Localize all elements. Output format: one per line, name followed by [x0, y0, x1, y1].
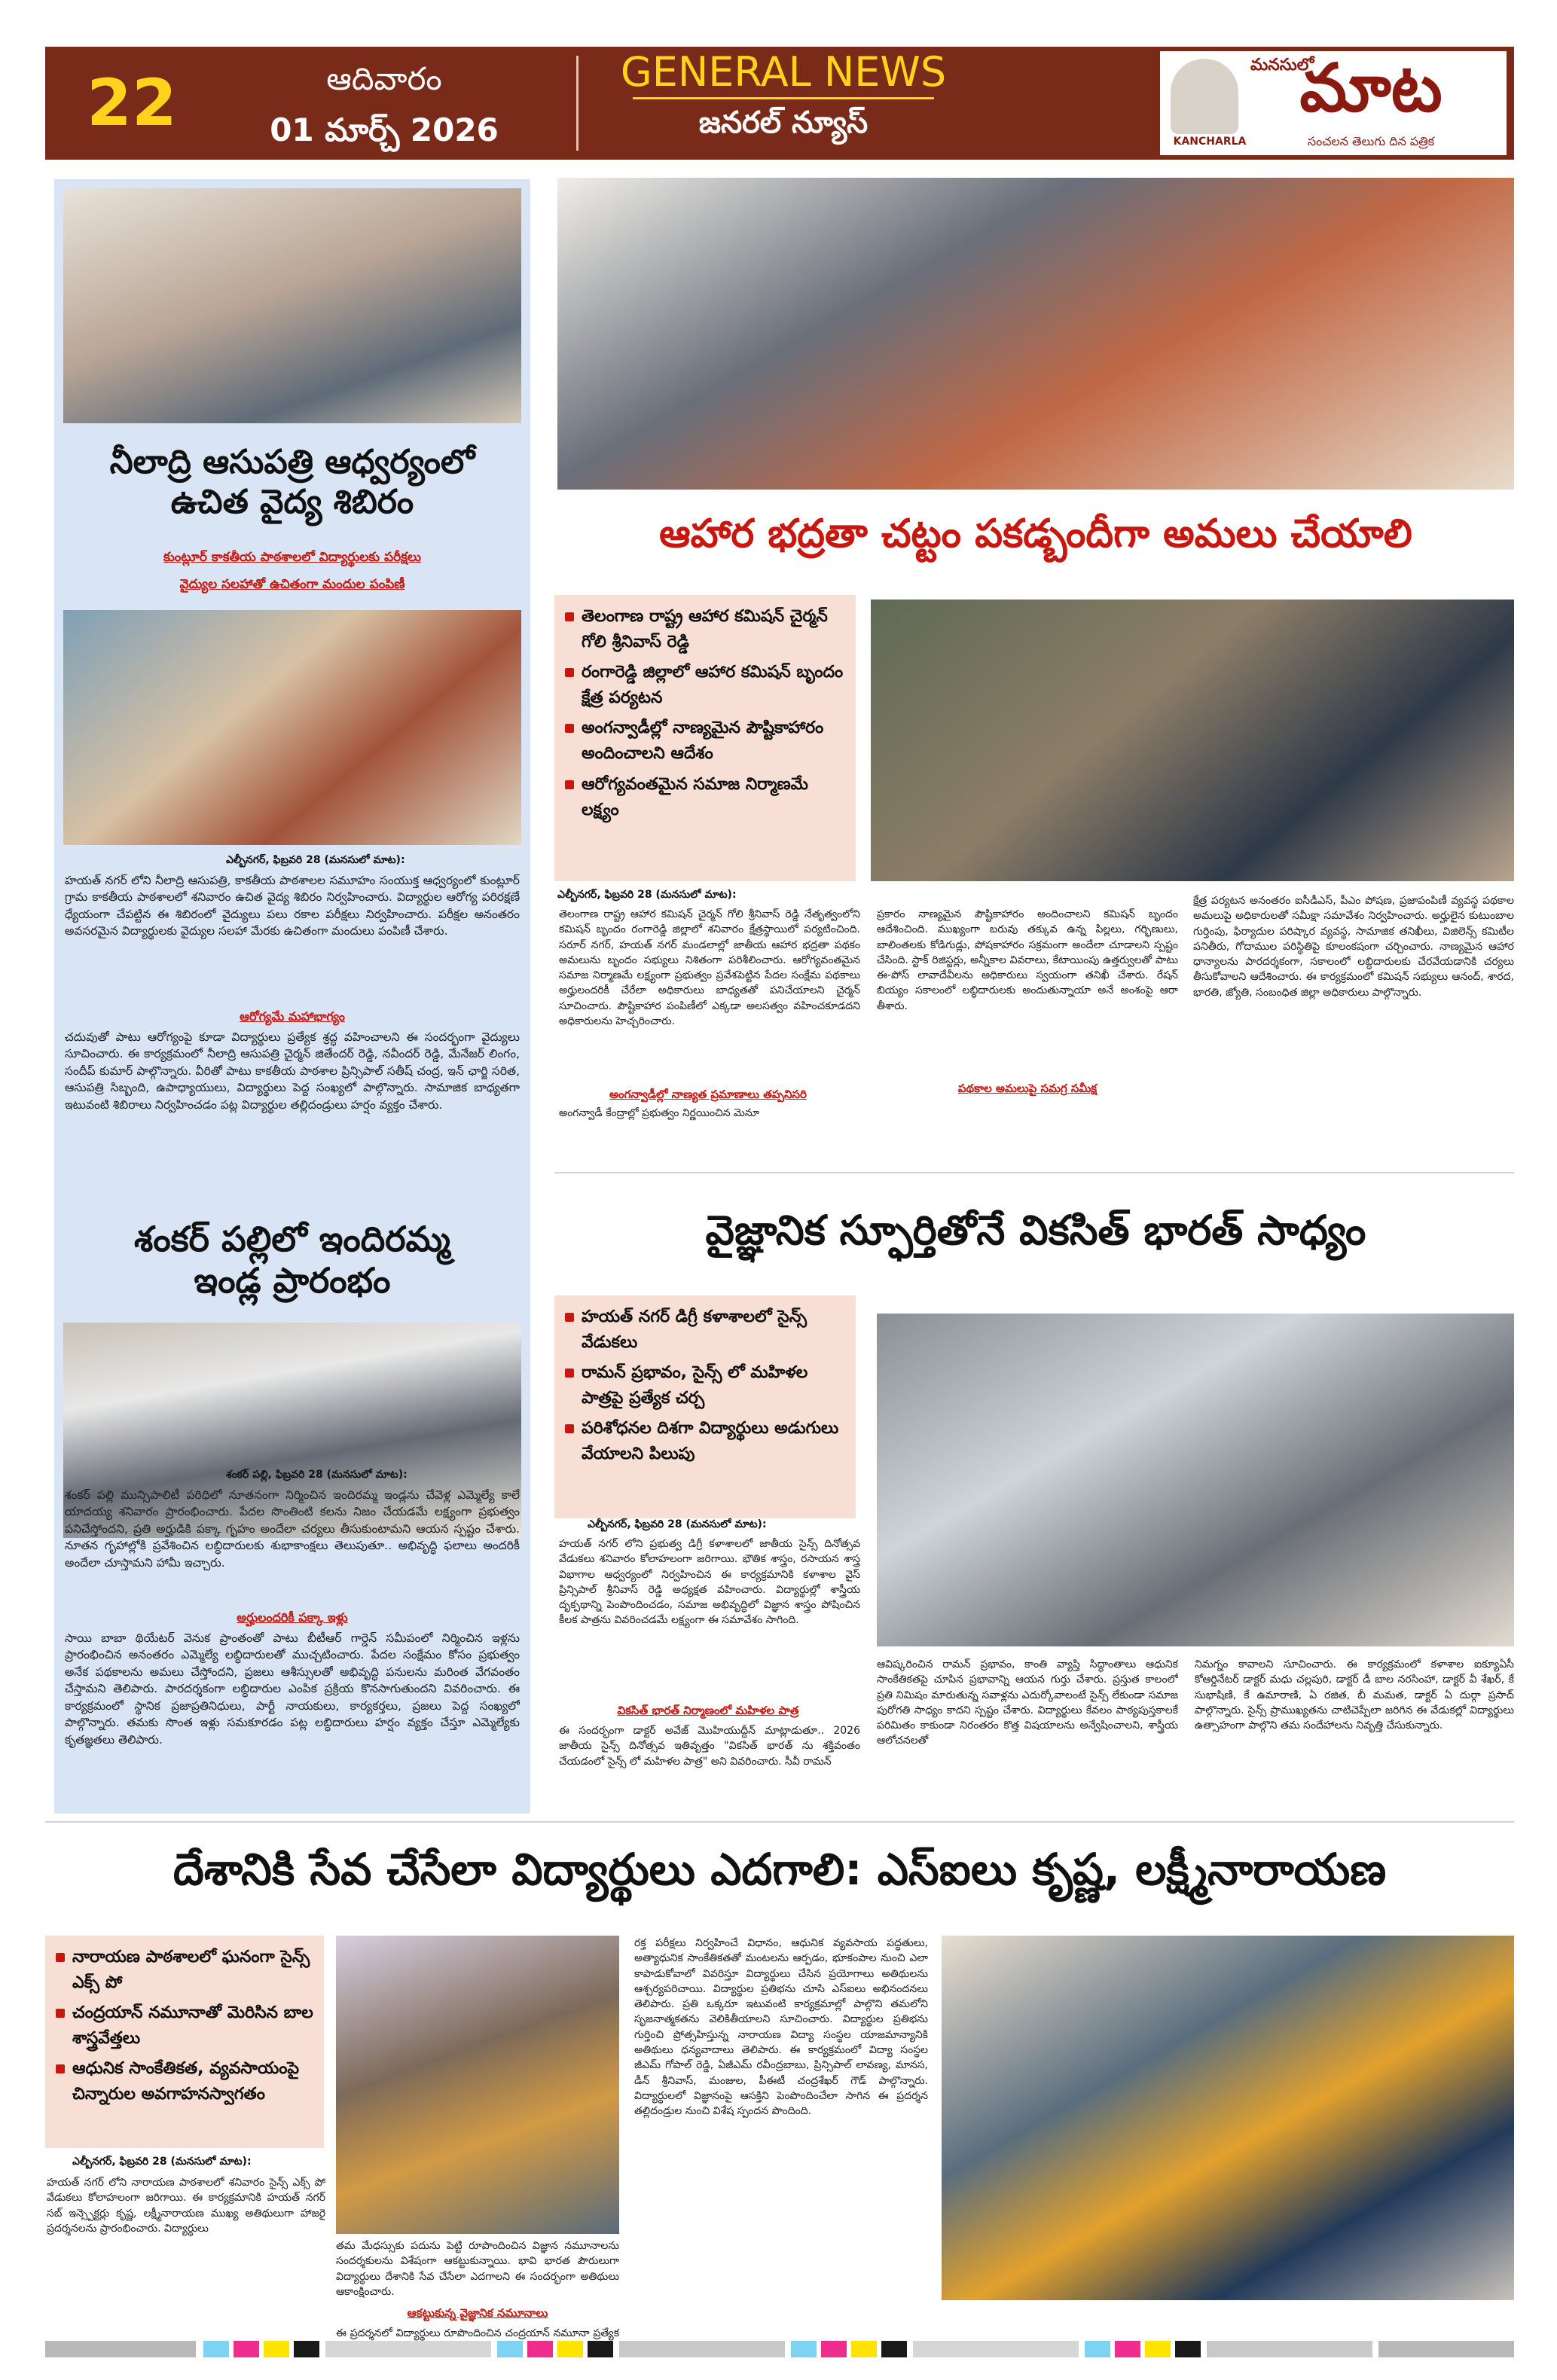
reg-swatch [264, 2341, 289, 2357]
narayana-bullet: నారాయణ పాఠశాలలో ఘనంగా సైన్స్ ఎక్స్ పో [53, 1945, 316, 1996]
indiramma-subhead: అర్హులందరికీ పక్కా ఇళ్లు [237, 1610, 348, 1625]
health-camp-para2: చదువుతో పాటు ఆరోగ్యంపై కూడా విద్యార్థులు ప్రత్యేక శ్రద్ధ వహించాలని ఈ సందర్భంగా వైద్యులు సూచించారు. ఈ కార్యక్రమంలో నీలాద్రి ఆసుపత్రి చైర్మన్ జితేందర్ రెడ్డి, నవీందర్ రెడ్డి, మేనేజర్ లింగం, సందీప్ కుమార్ పాల్గొన్నారు. వీరితో పాటు కాకతీయ పాఠశాల ప్రిన్సిపాల్ సతీష్ చంద్ర, ఇన్ ఛార్జి సరిత, ఆసుపత్రి సిబ్బంది, ఉపాధ్యాయులు, విద్యార్థులు పెద్ద సంఖ్యలో పాల్గొన్నారు. సామాజిక బాధ్యతగా ఇటువంటి శిబిరాలు నిర్వహించడం పట్ల విద్యార్థుల తల్లిదండ్రులు హర్షం వ్యక్తం చేశారు. [65, 1030, 520, 1112]
reg-swatch [294, 2341, 319, 2357]
section-rule [633, 97, 934, 99]
reg-swatch [234, 2341, 259, 2357]
narayana-guests-photo [336, 1936, 619, 2234]
reg-swatch [1175, 2341, 1201, 2357]
food-security-col1-subhead: అంగన్వాడీల్లో నాణ్యత ప్రమాణాలు తప్పనిసరి [609, 1088, 807, 1101]
science-day-headline: వైజ్ఞానిక స్ఫూర్తితోనే వికసిత్ భారత్ సాధ్యం [705, 1207, 1366, 1254]
science-day-classroom-photo [877, 1314, 1514, 1646]
food-security-dateline: ఎల్బీనగర్, ఫిబ్రవరి 28 (మనసులో మాట): [557, 889, 737, 901]
issue-date-text: 01 మార్చ్ 2026 [270, 111, 499, 148]
health-camp-headline-line1: నీలాద్రి ఆసుపత్రి ఆధ్వర్యంలో [109, 443, 475, 481]
science-day-col1-subhead: వికసిత్ భారత్ నిర్మాణంలో మహిళల పాత్ర [617, 1704, 799, 1717]
reg-swatch [588, 2341, 613, 2357]
logo-prefix: మనసులో [1250, 56, 1314, 75]
food-security-col2-subhead: పథకాల అమలుపై సమగ్ర సమీక్ష [957, 1082, 1098, 1095]
health-checkup-photo [63, 610, 521, 845]
narayana-expo-col2-subhead: ఆకట్టుకున్న వైజ్ఞానిక నమూనాలు [407, 2306, 548, 2320]
reg-swatch [913, 2341, 1079, 2357]
anganwadi-visit-photo [871, 600, 1514, 881]
science-bullet: రామన్ ప్రభావం, సైన్స్ లో మహిళల పాత్రపై ప్రత్యేక చర్చ [562, 1360, 848, 1411]
reg-swatch [821, 2341, 847, 2357]
science-bullet: హయత్ నగర్ డిగ్రీ కళాశాలలో సైన్స్ వేడుకలు [562, 1304, 848, 1356]
reg-swatch [203, 2341, 229, 2357]
food-bullet: రంగారెడ్డి జిల్లాలో ఆహార కమిషన్ బృందం క్షేత్ర పర్యటన [562, 660, 848, 711]
newspaper-logo [1160, 48, 1507, 155]
reg-swatch [1085, 2341, 1110, 2357]
food-security-col1-tail: అంగన్వాడీ కేంద్రాల్లో ప్రభుత్వం నిర్ణయించిన మెనూ [559, 1107, 760, 1119]
reg-swatch [557, 2341, 583, 2357]
narayana-expo-dateline: ఎల్బీనగర్, ఫిబ్రవరి 28 (మనసులో మాట): [72, 2156, 252, 2168]
masthead-divider [576, 56, 579, 151]
health-camp-headline [63, 443, 521, 523]
food-security-col3: క్షేత్ర పర్యటన అనంతరం ఐసీడీఎస్, పీఎం పోషణ, ప్రజాపంపిణీ వ్యవస్థ పథకాల అమలుపై అధికారులతో సమీక్షా సమావేశం నిర్వహించారు. అర్హులైన కుటుంబాల గుర్తింపు, ఫిర్యాదుల పరిష్కార వ్యవస్థ, సామాజిక తనిఖీలు, విజిలెన్స్ కమిటీల పనితీరు, గోదాముల పరిస్థితిపై కూలంకషంగా చర్చించారు. నాణ్యమైన ఆహార ధాన్యాలను పారదర్శకంగా, సకాలంలో లబ్ధిదారులకు చేరవేయడానికి చర్యలు తీసుకోవాలని ఆదేశించారు. ఈ కార్యక్రమంలో కమిషన్ సభ్యులు ఆనంద్, శారద, భారతి, జ్యోతి, సంబంధిత జిల్లా అధికారులు పాల్గొన్నారు. [1193, 895, 1514, 999]
indiramma-headline [63, 1219, 521, 1301]
reg-swatch [881, 2341, 907, 2357]
health-camp-dateline: ఎల్బీనగర్, ఫిబ్రవరి 28 (మనసులో మాట): [226, 854, 405, 866]
section-divider [554, 1172, 1514, 1173]
food-security-highlights [554, 595, 856, 881]
indiramma-para1: శంకర్ పల్లి మున్సిపాలిటీ పరిధిలో నూతనంగా నిర్మించిన ఇందిరమ్మ ఇండ్లను చేవెళ్ల ఎమ్మెల్యే కాలే యాదయ్య శనివారం ప్రారంభించారు. పేదల సొంతింటి కలను నిజం చేయడమే లక్ష్యంగా ప్రభుత్వం పనిచేస్తోందని, ప్రతి అర్హుడికి పక్కా గృహం అందేలా చర్యలు తీసుకుంటామని ఆయన స్పష్టం చేశారు. నూతన గృహాల్లోకి ప్రవేశించిన లబ్ధిదారులకు శుభాకాంక్షలు తెలుపుతూ.. అభివృద్ధి ఫలాలు అందరికీ అందేలా చూస్తామని హామీ ఇచ్చారు. [65, 1488, 520, 1570]
health-camp-headline-line2: ఉచిత వైద్య శిబిరం [170, 482, 414, 521]
food-security-headline-text: ఆహార భద్రతా చట్టం పకడ్బందీగా అమలు చేయాలి [659, 511, 1412, 557]
reg-swatch [497, 2341, 523, 2357]
section-title-en: GENERAL NEWS [620, 48, 947, 96]
reg-swatch [527, 2341, 553, 2357]
indiramma-caption: శంకర్ పల్లి, ఫిబ్రవరి 28 (మనసులో మాట): [226, 1469, 408, 1481]
health-camp-subhead: ఆరోగ్యమే మహాభాగ్యం [240, 1009, 345, 1024]
health-camp-group-photo [63, 188, 521, 423]
narayana-expo-highlights [45, 1936, 324, 2148]
food-commission-meeting-photo [557, 178, 1514, 490]
food-security-headline [557, 511, 1514, 557]
logo-tagline: సంచలన తెలుగు దిన పత్రిక [1307, 134, 1435, 148]
narayana-bullet: ఆధునిక సాంకేతికత, వ్యవసాయంపై చిన్నారుల అవగాహనస్వాగతం [53, 2056, 316, 2107]
reg-swatch [791, 2341, 817, 2357]
logo-brand: మాట [1299, 48, 1443, 127]
indiramma-headline-line2: ఇండ్ల ప్రారంభం [194, 1260, 391, 1301]
founder-portrait [1171, 59, 1238, 134]
food-bullet: తెలంగాణ రాష్ట్ర ఆహార కమిషన్ చైర్మన్ గోలి శ్రీనివాస్ రెడ్డి [562, 604, 848, 655]
food-security-col2: ప్రకారం నాణ్యమైన పౌష్టికాహారం అందించాలని కమిషన్ బృందం ఆదేశించింది. ముఖ్యంగా బరువు తక్కువ ఉన్న పిల్లలు, గర్భిణులు, బాలింతలకు కోడిగుడ్లు, పోషకాహారం సక్రమంగా అందేలా చూడాలని స్పష్టం చేసింది. స్టాక్ రిజిస్టర్లు, అన్నీకాల వివరాలు, కేటాయింపు ఉత్తర్వులతో పాటు ఈ-పోస్ లావాదేవీలను అధికారులు స్వయంగా తనిఖీ చేశారు. రేషన్ బియ్యం సకాలంలో లబ్ధిదారులకు అందుతున్నాయా అనే అంశంపై ఆరా తీశారు. [877, 908, 1178, 1012]
health-camp-para1: హయత్ నగర్ లోని నీలాద్రి ఆసుపత్రి, కాకతీయ పాఠశాలల సమూహం సంయుక్త ఆధ్వర్యంలో కుంట్లూర్ గ్రామ కాకతీయ పాఠశాలలో శనివారం ఉచిత వైద్య శిబిరం నిర్వహించారు. విద్యార్థుల ఆరోగ్య పరిరక్షణే ధ్యేయంగా చేపట్టిన ఈ శిబిరంలో వైద్యులు పలు రకాల పరీక్షలు నిర్వహించారు. పరీక్షల అనంతరం అవసరమైన విద్యార్థులకు వైద్యుల సలహా మేరకు ఉచితంగా మందులు పంపిణీ చేశారు. [65, 874, 520, 938]
indiramma-headline-line1: శంకర్ పల్లిలో ఇందిరమ్మ [134, 1219, 450, 1259]
section-divider [45, 1821, 1514, 1823]
reg-swatch [1207, 2341, 1372, 2357]
science-day-col2: ఆవిష్కరించిన రామన్ ప్రభావం, కాంతి వ్యాప్తి సిద్ధాంతాలు ఆధునిక సాంకేతికతపై చూపిన ప్రభావాన్ని ఆయన గుర్తు చేశారు. ప్రస్తుత కాలంలో ప్రతి నిమిషం మారుతున్న సవాళ్లను ఎదుర్కోవాలంటే సైన్స్ లేకుండా సమాజ పురోగతి సాధ్యం కాదని స్పష్టం చేశారు. విద్యార్థులు కేవలం పాఠ్యపుస్తకాలకే పరిమితం కాకుండా నిరంతరం కొత్త విషయాలను అన్వేషించాలని, శాస్త్రీయ ఆలోచనలతో [877, 1658, 1178, 1747]
narayana-expo-headline: దేశానికి సేవ చేసేలా విద్యార్థులు ఎదగాలి: ఎస్ఐలు కృష్ణ, లక్ష్మీనారాయణ [172, 1844, 1387, 1895]
food-bullet: అంగన్వాడీల్లో నాణ్యమైన పౌష్టికాహారం అందించాలని ఆదేశం [562, 716, 848, 767]
reg-swatch [619, 2341, 785, 2357]
reg-swatch [325, 2341, 491, 2357]
health-camp-kicker2-text: వైద్యుల సలహాతో ఉచితంగా మందుల పంపిణీ [179, 577, 405, 592]
page-number: 22 [87, 66, 177, 141]
health-camp-kicker2 [63, 577, 521, 595]
science-day-col1: హయత్ నగర్ లోని ప్రభుత్వ డిగ్రీ కళాశాలలో జాతీయ సైన్స్ దినోత్సవ వేడుకలు శనివారం కోలాహలంగా జరిగాయి. భౌతిక శాస్త్రం, రసాయన శాస్త్ర విభాగాల ఆధ్వర్యంలో నిర్వహించిన ఈ కార్యక్రమానికి కళాశాల వైస్ ప్రిన్సిపాల్ శ్రీనివాస్ రెడ్డి అధ్యక్షత వహించారు. విద్యార్థుల్లో శాస్త్రీయ దృక్పథాన్ని పెంపొందించడం, సమాజ అభివృద్ధిలో విజ్ఞాన శాస్త్రం పోషించిన కీలక పాత్రను వివరించడమే లక్ష్యంగా ఈ సమావేశం సాగింది. [559, 1538, 860, 1627]
narayana-expo-col3: రక్త పరీక్షలు నిర్వహించే విధానం, ఆధునిక వ్యవసాయ పద్ధతులు, అత్యాధునిక సాంకేతికతతో మంటలను ఆర్పడం, భూకంపాల నుంచి ఎలా కాపాడుకోవాలో వివరిస్తూ విద్యార్థులు చేసిన ప్రయోగాలు అతిథులను ఆశ్చర్యపరిచాయి. విద్యార్థుల ప్రతిభను చూసి ఎస్ఐలు అభినందనలు తెలిపారు. ప్రతి ఒక్కరూ ఇటువంటి కార్యక్రమాల్లో పాల్గొని తమలోని సృజనాత్మకతను వెలికితీయాలని సూచించారు. విద్యార్థుల ప్రతిభను గుర్తించి ప్రోత్సహిస్తున్న నారాయణ విద్యా సంస్థల యాజమాన్యానికి అతిథులు ధన్యవాదాలు తెలిపారు. ఈ కార్యక్రమంలో విద్యా సంస్థల జీఎమ్ గోపాల్ రెడ్డి, ఏజీఎమ్ రవీంద్రబాబు, ప్రిన్సిపాల్ లావణ్య, మానస, డీన్ శ్రీనివాస్, మంజుల, పీఈటీ చంద్రశేఖర్ గౌడ్ పాల్గొన్నారు. విద్యార్థులలో విజ్ఞానంపై ఆసక్తిని పెంపొందించేలా సాగిన ఈ ప్రదర్శన తల్లిదండ్రుల నుంచి విశేష స్పందన పొందింది. [634, 1937, 928, 2118]
reg-swatch [1145, 2341, 1171, 2357]
issue-date [226, 53, 542, 158]
health-camp-kicker1-text: కుంట్లూర్ కాకతీయ పాఠశాలలో విద్యార్థులకు పరీక్షలు [163, 550, 421, 565]
food-security-col1: తెలంగాణ రాష్ట్ర ఆహార కమిషన్ చైర్మన్ గోలి శ్రీనివాస్ రెడ్డి నేతృత్వంలోని కమిషన్ బృందం రంగారెడ్డి జిల్లాలో శనివారం క్షేత్రస్థాయిలో పర్యటించింది. సరూర్ నగర్, హయత్ నగర్ మండలాల్లో జాతీయ ఆహార భద్రతా పథకం అమలును బృందం సభ్యులు నిశితంగా పరిశీలించారు. ఆరోగ్యవంతమైన సమాజ నిర్మాణమే లక్ష్యంగా ప్రభుత్వం ప్రవేశపెట్టిన పేదల సంక్షేమ పథకాలు అర్హులందరికీ చేరేలా అధికారులు బాధ్యతతో పనిచేయాలని చైర్మన్ సూచించారు. పౌష్టికాహార పంపిణీలో ఎక్కడా అలసత్వం వహించకూడదని అధికారులను హెచ్చరించారు. [559, 908, 860, 1028]
reg-swatch [45, 2341, 196, 2357]
health-camp-kicker1 [63, 550, 521, 568]
issue-day: ఆదివారం [326, 60, 442, 97]
reg-swatch [1115, 2341, 1140, 2357]
food-bullet: ఆరోగ్యవంతమైన సమాజ నిర్మాణమే లక్ష్యం [562, 772, 848, 823]
indiramma-para2: సాయి బాబా థియేటర్ వెనుక ప్రాంతంతో పాటు బీటీఆర్ గార్డెన్ సమీపంలో నిర్మించిన ఇళ్లను ప్రారంభించిన అనంతరం ఎమ్మెల్యే లబ్ధిదారులతో ముచ్చటించారు. పేదల సంక్షేమం కోసం ప్రభుత్వం అనేక పథకాలను అమలు చేస్తోందని, ప్రజలు ఆశీస్సులతో అభివృద్ధి పనులను మరింత వేగవంతం చేస్తామని తెలిపారు. పారదర్శకంగా లబ్ధిదారుల ఎంపిక ప్రక్రియ కొనసాగుతుందని వివరించారు. ఈ కార్యక్రమంలో స్థానిక ప్రజాప్రతినిధులు, పార్టీ నాయకులు, కార్యకర్తలు, ప్రజలు పెద్ద సంఖ్యలో పాల్గొన్నారు. తమకు సొంత ఇళ్లు సమకూరడం పట్ల లబ్ధిదారులు హర్షం వ్యక్తం చేస్తూ ఎమ్మెల్యేకు కృతజ్ఞతలు తెలిపారు. [65, 1631, 520, 1747]
narayana-expo-photo [942, 1936, 1514, 2300]
print-registration-bar [45, 2341, 1514, 2359]
reg-swatch [1378, 2341, 1514, 2357]
narayana-expo-col2: తమ మేధస్సుకు పదును పెట్టి రూపొందించిన విజ్ఞాన నమూనాలను సందర్శకులను విశేషంగా ఆకట్టుకున్నాయి. భావి భారత పౌరులుగా విద్యార్థులు దేశానికి సేవ చేసేలా ఎదగాలని ఈ సందర్భంగా అతిథులు ఆకాంక్షించారు. [336, 2240, 619, 2298]
founder-name: KANCHARLA [1173, 136, 1247, 148]
science-day-dateline: ఎల్బీనగర్, ఫిబ్రవరి 28 (మనసులో మాట): [588, 1518, 767, 1530]
narayana-expo-col2-tail: ఈ ప్రదర్శనలో విద్యార్థులు రూపొందించిన చంద్రయాన్ నమూనా ప్రత్యేక [336, 2327, 619, 2339]
science-day-col1-tail: ఈ సందర్భంగా డాక్టర్ అవేజ్ మొహియుద్దీన్ మాట్లాడుతూ.. 2026 జాతీయ సైన్స్ దినోత్సవ ఇతివృత్తం "వికసిత్ భారత్ ను శక్తివంతం చేయడంలో సైన్స్ లో మహిళల పాత్ర" అని వివరించారు. సీవీ రామన్ [559, 1725, 860, 1768]
section-title [588, 50, 979, 155]
science-day-highlights [554, 1295, 856, 1518]
reg-swatch [851, 2341, 877, 2357]
narayana-bullet: చంద్రయాన్ నమూనాతో మెరిసిన బాల శాస్త్రవేత్తలు [53, 2000, 316, 2052]
narayana-expo-col1: హయత్ నగర్ లోని నారాయణ పాఠశాలలో శనివారం సైన్స్ ఎక్స్ పో వేడుకలు కోలాహలంగా జరిగాయి. ఈ కార్యక్రమానికి హయత్ నగర్ సబ్ ఇన్స్పెక్టర్లు కృష్ణ, లక్ష్మీనారాయణ ముఖ్య అతిథులుగా హాజరై ప్రదర్శనలను ప్రారంభించారు. విద్యార్థులు [47, 2177, 325, 2235]
section-title-te: జనరల్ న్యూస్ [698, 105, 869, 141]
science-bullet: పరిశోధనల దిశగా విద్యార్థులు అడుగులు వేయాలని పిలుపు [562, 1416, 848, 1467]
science-day-col3: నిమగ్నం కావాలని సూచించారు. ఈ కార్యక్రమంలో కళాశాల ఐక్యూఏసీ కోఆర్డినేటర్ డాక్టర్ మధు చల్లపురి, డాక్టర్ డీ బాల నరసింహా, డాక్టర్ వీ శేఖర్, కే సుభాషిణి, కే ఉమారాణి, ఏ రజిత, బీ మమత, డాక్టర్ ఏ దుర్గా ప్రసాద్ పాల్గొన్నారు. సైన్స్ ప్రాముఖ్యతను చాటిచెప్పేలా జరిగిన ఈ వేడుకల్లో విద్యార్థులు ఉత్సాహంగా పాల్గొని తమ సందేహాలను నివృత్తి చేసుకున్నారు. [1195, 1658, 1514, 1732]
